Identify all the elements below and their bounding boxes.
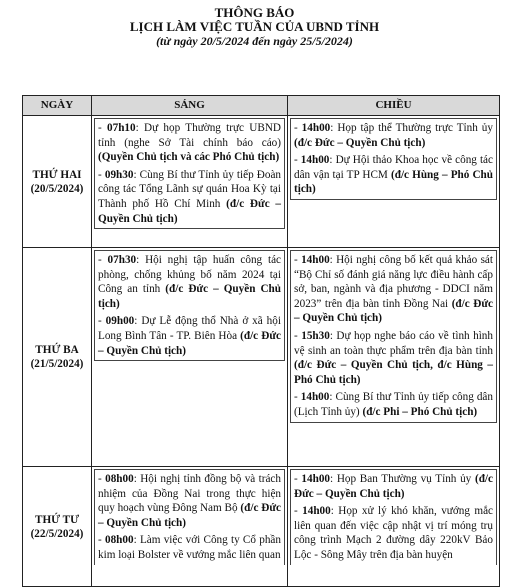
item-time: 14h00 <box>300 154 330 167</box>
item-attendee: (đ/c Đức – Quyền Chủ tịch) <box>294 473 493 500</box>
document-header <box>0 6 509 48</box>
table-row <box>23 116 500 248</box>
item-attendee: (đ/c Hùng – Phó Chủ tịch) <box>294 168 493 196</box>
item-text: : Cùng Bí thư Tỉnh ủy tiếp Đoàn công tác Tổng Lãnh sự quán Hoa Kỳ tại Thành phố Hồ Chí Minh <box>98 168 282 210</box>
schedule-item: - 07h30: Hội nghị tập huấn công tác phòng, chống khủng bố năm 2024 tại Công an tỉnh (đ/c Đức – Quyền Chủ tịch) <box>98 254 281 310</box>
item-time: 09h30 <box>104 168 134 181</box>
column-header-morning: SÁNG <box>92 96 288 116</box>
morning-cell <box>92 116 288 248</box>
notice-title: THÔNG BÁO <box>214 5 295 20</box>
item-attendee: (đ/c Phi – Phó Chủ tịch) <box>362 405 478 418</box>
schedule-item: - 14h00: Họp xử lý khó khăn, vướng mắc liên quan đến việc cập nhật vị trí móng trụ công trình Mạch 2 đường dây 220kV Bảo Lộc - Sông Mây trên địa bàn huyện <box>294 505 494 561</box>
item-time: 07h30 <box>107 254 137 266</box>
item-time: 14h00 <box>300 391 330 404</box>
schedule-item: - 14h00: Hội nghị công bố kết quả khảo sát “Bộ Chỉ số đánh giá năng lực điều hành cấp sở, ban, ngành và địa phương - DDCI năm 2023” trên địa bàn tỉnh Đồng Nai (đ/c Đức – Quyền Chủ tịch) <box>294 254 493 325</box>
schedule-item: - 08h00: Hội nghị tỉnh đồng bộ và trách nhiệm của Đồng Nai trong thực hiện quy hoạch vùng Đông Nam Bộ (đ/c Đức – Quyền Chủ tịch) <box>98 473 281 529</box>
item-text: : Làm việc với Công ty Cổ phần kim loại Bolster về vướng mắc liên quan <box>98 534 281 561</box>
afternoon-cell <box>288 116 500 248</box>
item-time: 07h10 <box>107 122 136 134</box>
item-text: : Họp Ban Thường vụ Tỉnh ủy <box>330 473 475 485</box>
item-text: : Dự họp Thường trực UBND tỉnh (nghe Sở Tài chính báo cáo) <box>98 122 281 149</box>
date-range: (từ ngày 20/5/2024 đến ngày 25/5/2024) <box>156 34 353 48</box>
item-text: : Hội nghị tập huấn công tác phòng, chống khủng bố năm 2024 tại Công an tỉnh <box>98 254 281 296</box>
item-text: : Dự Lễ động thổ Nhà ở xã hội Long Bình Tân - TP. Biên Hòa <box>98 315 281 342</box>
column-header-afternoon: CHIỀU <box>288 96 500 116</box>
column-header-day: NGÀY <box>23 96 92 116</box>
weekly-schedule-table <box>22 95 500 587</box>
item-text: : Họp tập thể Thường trực Tỉnh ủy <box>330 122 493 134</box>
day-date: (20/5/2024) <box>30 182 84 195</box>
schedule-item: - 14h00: Họp tập thể Thường trực Tỉnh ủy (đ/c Đức – Quyền Chủ tịch) <box>294 122 493 149</box>
schedule-item: - 14h00: Dự Hội thảo Khoa học về công tác dân vận tại TP HCM (đ/c Hùng – Phó Chủ tịch) <box>294 154 493 196</box>
schedule-subtitle: LỊCH LÀM VIỆC TUẦN CỦA UBND TỈNH <box>129 19 380 34</box>
item-attendee: (đ/c Đức – Quyền Chủ tịch) <box>98 502 281 529</box>
schedule-item: - 08h00: Làm việc với Công ty Cổ phần kim loại Bolster về vướng mắc liên quan <box>98 534 281 561</box>
item-time: 14h00 <box>301 473 331 485</box>
item-time: 14h00 <box>301 122 331 134</box>
table-header-row <box>23 96 500 116</box>
schedule-item: - 14h00: Họp Ban Thường vụ Tỉnh ủy (đ/c Đức – Quyền Chủ tịch) <box>294 473 493 500</box>
item-attendee: (đ/c Đức – Quyền Chủ tịch) <box>98 329 281 357</box>
item-text: : Cùng Bí thư Tỉnh ủy tiếp công dân (Lịch Tỉnh ủy) <box>294 391 493 418</box>
item-text: : Dự họp nghe báo cáo về tình hình vệ sinh an toàn thực phẩm trên địa bàn tỉnh <box>294 329 493 357</box>
item-attendee: (đ/c Đức – Quyền Chủ tịch) <box>98 283 281 310</box>
item-time: 14h00 <box>302 505 331 518</box>
morning-cell <box>92 248 288 467</box>
day-date: (22/5/2024) <box>30 527 84 540</box>
schedule-item: - 09h30: Cùng Bí thư Tỉnh ủy tiếp Đoàn công tác Tổng Lãnh sự quán Hoa Kỳ tại Thành phố Hồ Chí Minh (đ/c Đức – Quyền Chủ tịch) <box>98 168 282 225</box>
schedule-item: - 14h00: Cùng Bí thư Tỉnh ủy tiếp công dân (Lịch Tỉnh ủy) (đ/c Phi – Phó Chủ tịch) <box>294 391 493 418</box>
table-row <box>23 248 500 467</box>
item-attendee: (đ/c Đức – Quyền Chủ tịch) <box>294 136 426 149</box>
item-time: 08h00 <box>105 473 134 485</box>
item-time: 15h30 <box>301 329 330 342</box>
item-time: 14h00 <box>301 254 330 266</box>
item-text: : Họp xử lý khó khăn, vướng mắc liên quan đến việc cập nhật vị trí móng trụ công trình Mạch 2 đường dây 220kV Bảo Lộc - Sông Mây trên địa bàn huyện <box>294 505 494 561</box>
item-attendee: (đ/c Đức – Quyền Chủ tịch) <box>294 297 493 325</box>
item-time: 09h00 <box>105 315 135 328</box>
schedule-item: - 09h00: Dự Lễ động thổ Nhà ở xã hội Long Bình Tân - TP. Biên Hòa (đ/c Đức – Quyền Chủ tịch) <box>98 315 281 357</box>
item-text: : Dự Hội thảo Khoa học về công tác dân vận tại TP HCM <box>294 154 493 181</box>
item-text: : Hội nghị tỉnh đồng bộ và trách nhiệm của Đồng Nai trong thực hiện quy hoạch vùng Đông Nam Bộ <box>98 473 281 515</box>
day-cell <box>23 116 92 248</box>
item-text: : Hội nghị công bố kết quả khảo sát “Bộ Chỉ số đánh giá năng lực điều hành cấp sở, ban, ngành và địa phương - DDCI năm 2023” trên địa bàn tỉnh Đồng Nai <box>294 254 493 310</box>
day-name: THỨ BA <box>35 344 79 356</box>
item-attendee: (Quyền Chủ tịch và các Phó Chủ tịch) <box>98 151 280 164</box>
day-date: (21/5/2024) <box>30 358 84 370</box>
day-cell <box>23 248 92 467</box>
day-name: THỨ HAI <box>32 168 82 181</box>
afternoon-cell <box>288 248 500 467</box>
schedule-item: - 15h30: Dự họp nghe báo cáo về tình hình vệ sinh an toàn thực phẩm trên địa bàn tỉnh (đ/c Đức – Quyền Chủ tịch, đ/c Hùng – Phó Chủ tịch) <box>294 329 493 386</box>
day-name: THỨ TƯ <box>34 513 80 526</box>
item-attendee: (đ/c Đức – Quyền Chủ tịch) <box>98 197 281 225</box>
item-attendee: (đ/c Đức – Quyền Chủ tịch, đ/c Hùng – Phó Chủ tịch) <box>294 359 493 386</box>
item-time: 08h00 <box>104 534 134 547</box>
schedule-item: - 07h10: Dự họp Thường trực UBND tỉnh (nghe Sở Tài chính báo cáo) (Quyền Chủ tịch và các Phó Chủ tịch) <box>98 122 281 164</box>
